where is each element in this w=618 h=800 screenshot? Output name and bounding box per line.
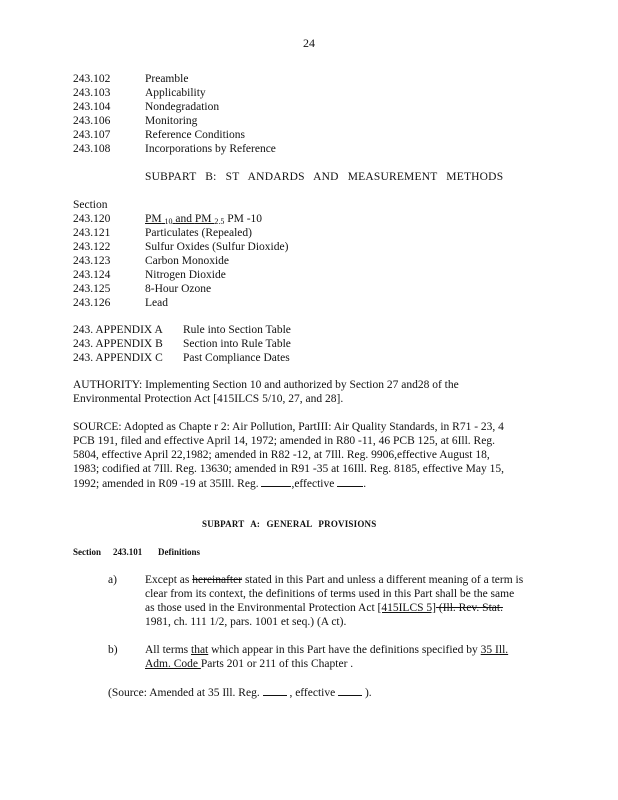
page-number: 24 bbox=[303, 36, 315, 50]
source-line-4: 1983; codified at 7Ill. Reg. 13630; amended in R91 -35 at 16Ill. Reg. 8185, effective May 15, bbox=[73, 463, 504, 475]
item-a-text: Except as hereinafter stated in this Part and unless a different meaning of a term is clear from its context, the definitions of terms used in this Part shall be the same as those used in the Environmental Protection Act [415ILCS 5] (Ill. Rev. Stat. 1981, ch. 111 1/2, pars. 1001 et seq.) (A ct). bbox=[145, 574, 524, 628]
appendix-row: 243. APPENDIX A Rule into Section Table bbox=[73, 324, 291, 336]
source-note: (Source: Amended at 35 Ill. Reg. , effective ). bbox=[108, 687, 372, 699]
item-b-text: All terms that which appear in this Part have the definitions specified by 35 Ill. Adm. Code Parts 201 or 211 of this Chapter . bbox=[145, 644, 509, 670]
source-line-1: SOURCE: Adopted as Chapte r 2: Air Pollution, PartIII: Air Quality Standards, in R71 - 23, 4 bbox=[73, 421, 504, 433]
appendix-row: 243. APPENDIX B Section into Rule Table bbox=[73, 338, 291, 350]
source-line-2: PCB 191, filed and effective April 14, 1972; amended in R80 -11, 46 PCB 125, at 6Ill. Reg. bbox=[73, 435, 495, 447]
item-a-label: a) bbox=[108, 574, 117, 586]
source-line-3: 5804, effective April 22,1982; amended in R82 -12, at 7Ill. Reg. 9906,effective August 18, bbox=[73, 449, 490, 461]
item-b-label: b) bbox=[108, 644, 118, 656]
authority-line-2: Environmental Protection Act [415ILCS 5/10, 27, and 28]. bbox=[73, 393, 344, 405]
section-heading: Section 243.101 Definitions bbox=[73, 547, 201, 557]
section-label: Section bbox=[73, 199, 108, 211]
subpart-b-heading: SUBPART B: ST ANDARDS AND MEASUREMENT METHODS bbox=[145, 171, 504, 183]
authority-line-1: AUTHORITY: Implementing Section 10 and authorized by Section 27 and28 of the bbox=[73, 379, 459, 391]
subpart-a-heading: SUBPART A: GENERAL PROVISIONS bbox=[202, 519, 377, 529]
appendix-row: 243. APPENDIX C Past Compliance Dates bbox=[73, 352, 290, 364]
source-line-5: 1992; amended in R09 -19 at 35Ill. Reg. ,effective . bbox=[73, 478, 367, 490]
